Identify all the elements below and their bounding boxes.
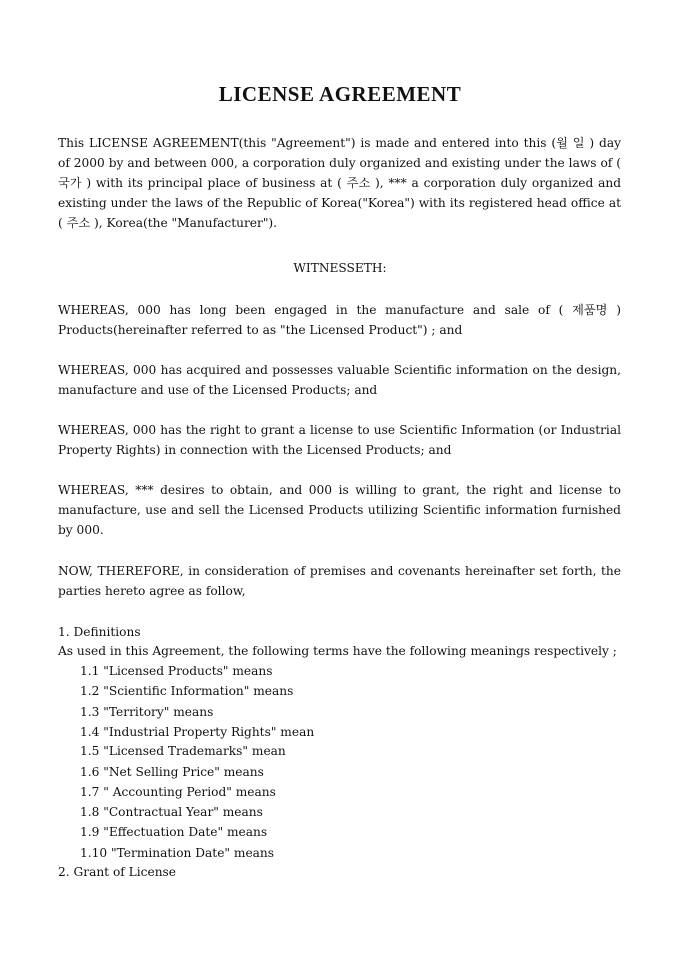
intro-paragraph: This LICENSE AGREEMENT(this "Agreement") is made and entered into this (월 일 ) day of 2000 by and between 000, a corporation duly organized and existing under the laws of ( 국가 ) with its principal place of business at ( 주소 ), *** a corporation duly organized and existing under the laws of the Republic of Korea("Korea") with its registered head office at ( 주소 ), Korea(the "Manufacturer").	[58, 136, 621, 230]
whereas-paragraph-4: WHEREAS, *** desires to obtain, and 000 is willing to grant, the right and license to manufacture, use and sell the Licensed Products utilizing Scientific information furnished by 000.	[58, 483, 621, 537]
whereas-paragraph-3: WHEREAS, 000 has the right to grant a license to use Scientific Information (or Industrial Property Rights) in connection with the Licensed Products; and	[58, 423, 621, 457]
definition-item: 1.5 "Licensed Trademarks" mean	[80, 744, 286, 758]
now-therefore-paragraph: NOW, THEREFORE, in consideration of premises and covenants hereinafter set forth, the parties hereto agree as follow,	[58, 564, 621, 598]
definition-item: 1.2 "Scientific Information" means	[80, 684, 294, 698]
whereas-paragraph-2: WHEREAS, 000 has acquired and possesses valuable Scientific information on the design, manufacture and use of the Licensed Products; and	[58, 363, 621, 397]
definition-item: 1.3 "Territory" means	[80, 705, 214, 719]
witnesseth-heading: WITNESSETH:	[293, 261, 387, 275]
section-2-heading: 2. Grant of License	[58, 865, 177, 879]
definition-item: 1.1 "Licensed Products" means	[80, 664, 273, 678]
definition-item: 1.8 "Contractual Year" means	[80, 805, 263, 819]
definition-item: 1.4 "Industrial Property Rights" mean	[80, 725, 315, 739]
section-1-lead: As used in this Agreement, the following terms have the following meanings respectively ;	[58, 644, 617, 658]
section-1-heading: 1. Definitions	[58, 625, 141, 639]
whereas-paragraph-1: WHEREAS, 000 has long been engaged in the manufacture and sale of ( 제품명 ) Products(hereinafter referred to as "the Licensed Product") ; and	[58, 303, 621, 337]
definition-item: 1.7 " Accounting Period" means	[80, 785, 276, 799]
definition-item: 1.10 "Termination Date" means	[80, 846, 275, 860]
definition-item: 1.9 "Effectuation Date" means	[80, 825, 268, 839]
document-title: LICENSE AGREEMENT	[218, 82, 462, 106]
definition-item: 1.6 "Net Selling Price" means	[80, 765, 264, 779]
